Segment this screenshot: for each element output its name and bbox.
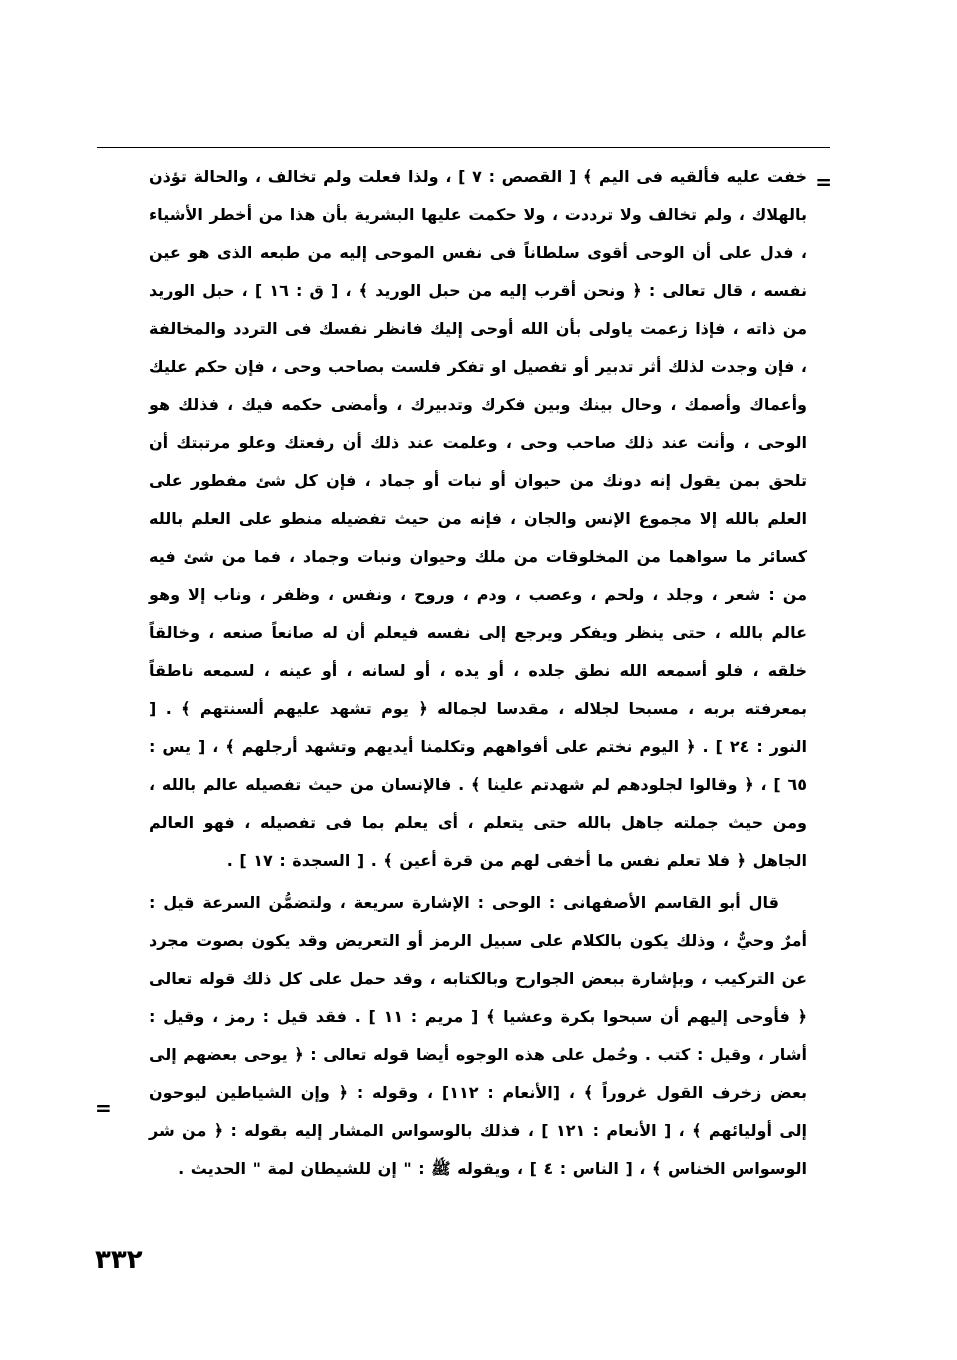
text-segment: . فالإنسان من حيث تفصيله عالم بالله ، ومن حيث جملته جاهل بالله حتى يتعلم ، أى يعلم بما فى تفصيله ، فهو العالم الجاهل xyxy=(149,775,807,870)
footnote-separator-rule xyxy=(97,147,830,148)
text-segment: ، [ الناس : ٤ ] ، ويقوله ﷺ : " إن للشيطان لمة " الحديث . xyxy=(178,1159,646,1178)
quran-verse-segment: ﴿ وقالوا لجلودهم لم شهدتم علينا ﴾ xyxy=(464,775,754,794)
quran-verse-segment: ﴿ من شر الوسواس الخناس ﴾ xyxy=(149,1121,807,1178)
footnote-paragraph-1 xyxy=(149,158,807,880)
quran-verse-segment: ﴿ اليوم نختم على أفواههم وتكلمنا أيديهم وتشهد أرجلهم ﴾ xyxy=(218,737,696,756)
text-segment: ، [الأنعام : ١١٢] ، وقوله : xyxy=(348,1083,575,1102)
quran-verse-segment: ﴿ يوحى بعضهم إلى بعض زخرف القول غروراً ﴾ xyxy=(149,1045,808,1102)
quran-verse-segment: ﴿ وإن الشياطين ليوحون إلى أوليائهم ﴾ xyxy=(149,1083,807,1140)
text-segment: ، [ الأنعام : ١٢١ ] ، فذلك بالوسواس المشار إليه بقوله : xyxy=(223,1121,685,1140)
footnote-text xyxy=(149,158,807,1188)
text-segment: [ مريم : ١١ ] . فقد قيل : رمز ، وقيل : أشار ، وقيل : كتب . وحُمل على هذه الوجوه أيضا قوله تعالى : xyxy=(149,1007,808,1064)
text-segment: قال أبو القاسم الأصفهانى : الوحى : الإشارة سريعة ، ولتضمُّن السرعة قيل : أمرٌ وحيٌّ ، وذلك يكون بالكلام على سبيل الرمز أو التعريض وقد يكون بصوت مجرد عن التركيب ، وبإشارة ببعض الجوارح وبالكتابه ، وقد حمل على كل ذلك قوله تعالى xyxy=(149,893,807,988)
quran-verse-segment: ﴿ يوم تشهد عليهم ألسنتهم ﴾ xyxy=(171,699,428,718)
footnote-end-marker: = xyxy=(95,1096,112,1120)
quran-verse-segment: ﴿ فلا تعلم نفس ما أخفى لهم من قرة أعين ﴾ xyxy=(376,851,747,870)
footnote-continuation-marker: = xyxy=(815,170,832,194)
quran-verse-segment: ﴿ ونحن أقرب إليه من حبل الوريد ﴾ xyxy=(351,281,642,300)
footnote-paragraph-2 xyxy=(149,884,807,1188)
text-segment: . [ النور : ٢٤ ] . xyxy=(149,699,808,756)
quran-verse-segment: خفت عليه فألقيه فى اليم ﴾ xyxy=(576,167,807,186)
page-number: ٣٣٢ xyxy=(95,1245,143,1275)
text-segment: ، [ ق : ١٦ ] ، حبل الوريد من ذاته ، فإذا زعمت ياولى بأن الله أوحى إليك فانظر نفسك فى التردد والمخالفة ، فإن وجدت لذلك أثر تدبير أو تفصيل او تفكر فلست بصاحب وحى ، فإن حكم عليك وأعماك وأصمك ، وحال بينك وبين فكرك وتدبيرك ، وأمضى حكمه فيك ، فذلك هو الوحى ، وأنت عند ذلك صاحب وحى ، وعلمت عند ذلك أن رفعتك وعلو مرتبتك أن تلحق بمن يقول إنه دونك من حيوان أو نبات أو جماد ، فإن كل شئ مفطور على العلم بالله إلا مجموع الإنس والجان ، فإنه من حيث تفضيله منطو على العلم بالله كسائر ما سواهما من المخلوقات من ملك وحيوان ونبات وجماد ، فما من شئ فيه من : شعر ، وجلد ، ولحم ، وعصب ، ودم ، وروح ، ونفس ، وظفر ، وناب إلا وهو عالم بالله ، حتى ينظر ويفكر ويرجع إلى نفسه فيعلم أن له صانعاً صنعه ، وخالقاً خلقه ، فلو أسمعه الله نطق جلده ، أو يده ، أو لسانه ، أو عينه ، لسمعه ناطقاً بمعرفته بربه ، مسبحا لجلاله ، مقدسا لجماله xyxy=(149,281,808,718)
text-segment: . [ السجدة : ١٧ ] . xyxy=(226,851,377,870)
text-segment: [ القصص : ٧ ] ، ولذا فعلت ولم تخالف ، والحالة تؤذن بالهلاك ، ولم تخالف ولا ترددت ، ولا حكمت عليها البشرية بأن هذا من أخطر الأشياء ، فدل على أن الوحى أقوى سلطاناً فى نفس الموحى إليه من طبعه الذى هو عين نفسه ، قال تعالى : xyxy=(149,167,808,300)
text-segment: ، [ يس : ٦٥ ] ، xyxy=(149,737,808,794)
quran-verse-segment: ﴿ فأوحى إليهم أن سبحوا بكرة وعشيا ﴾ xyxy=(478,1007,808,1026)
